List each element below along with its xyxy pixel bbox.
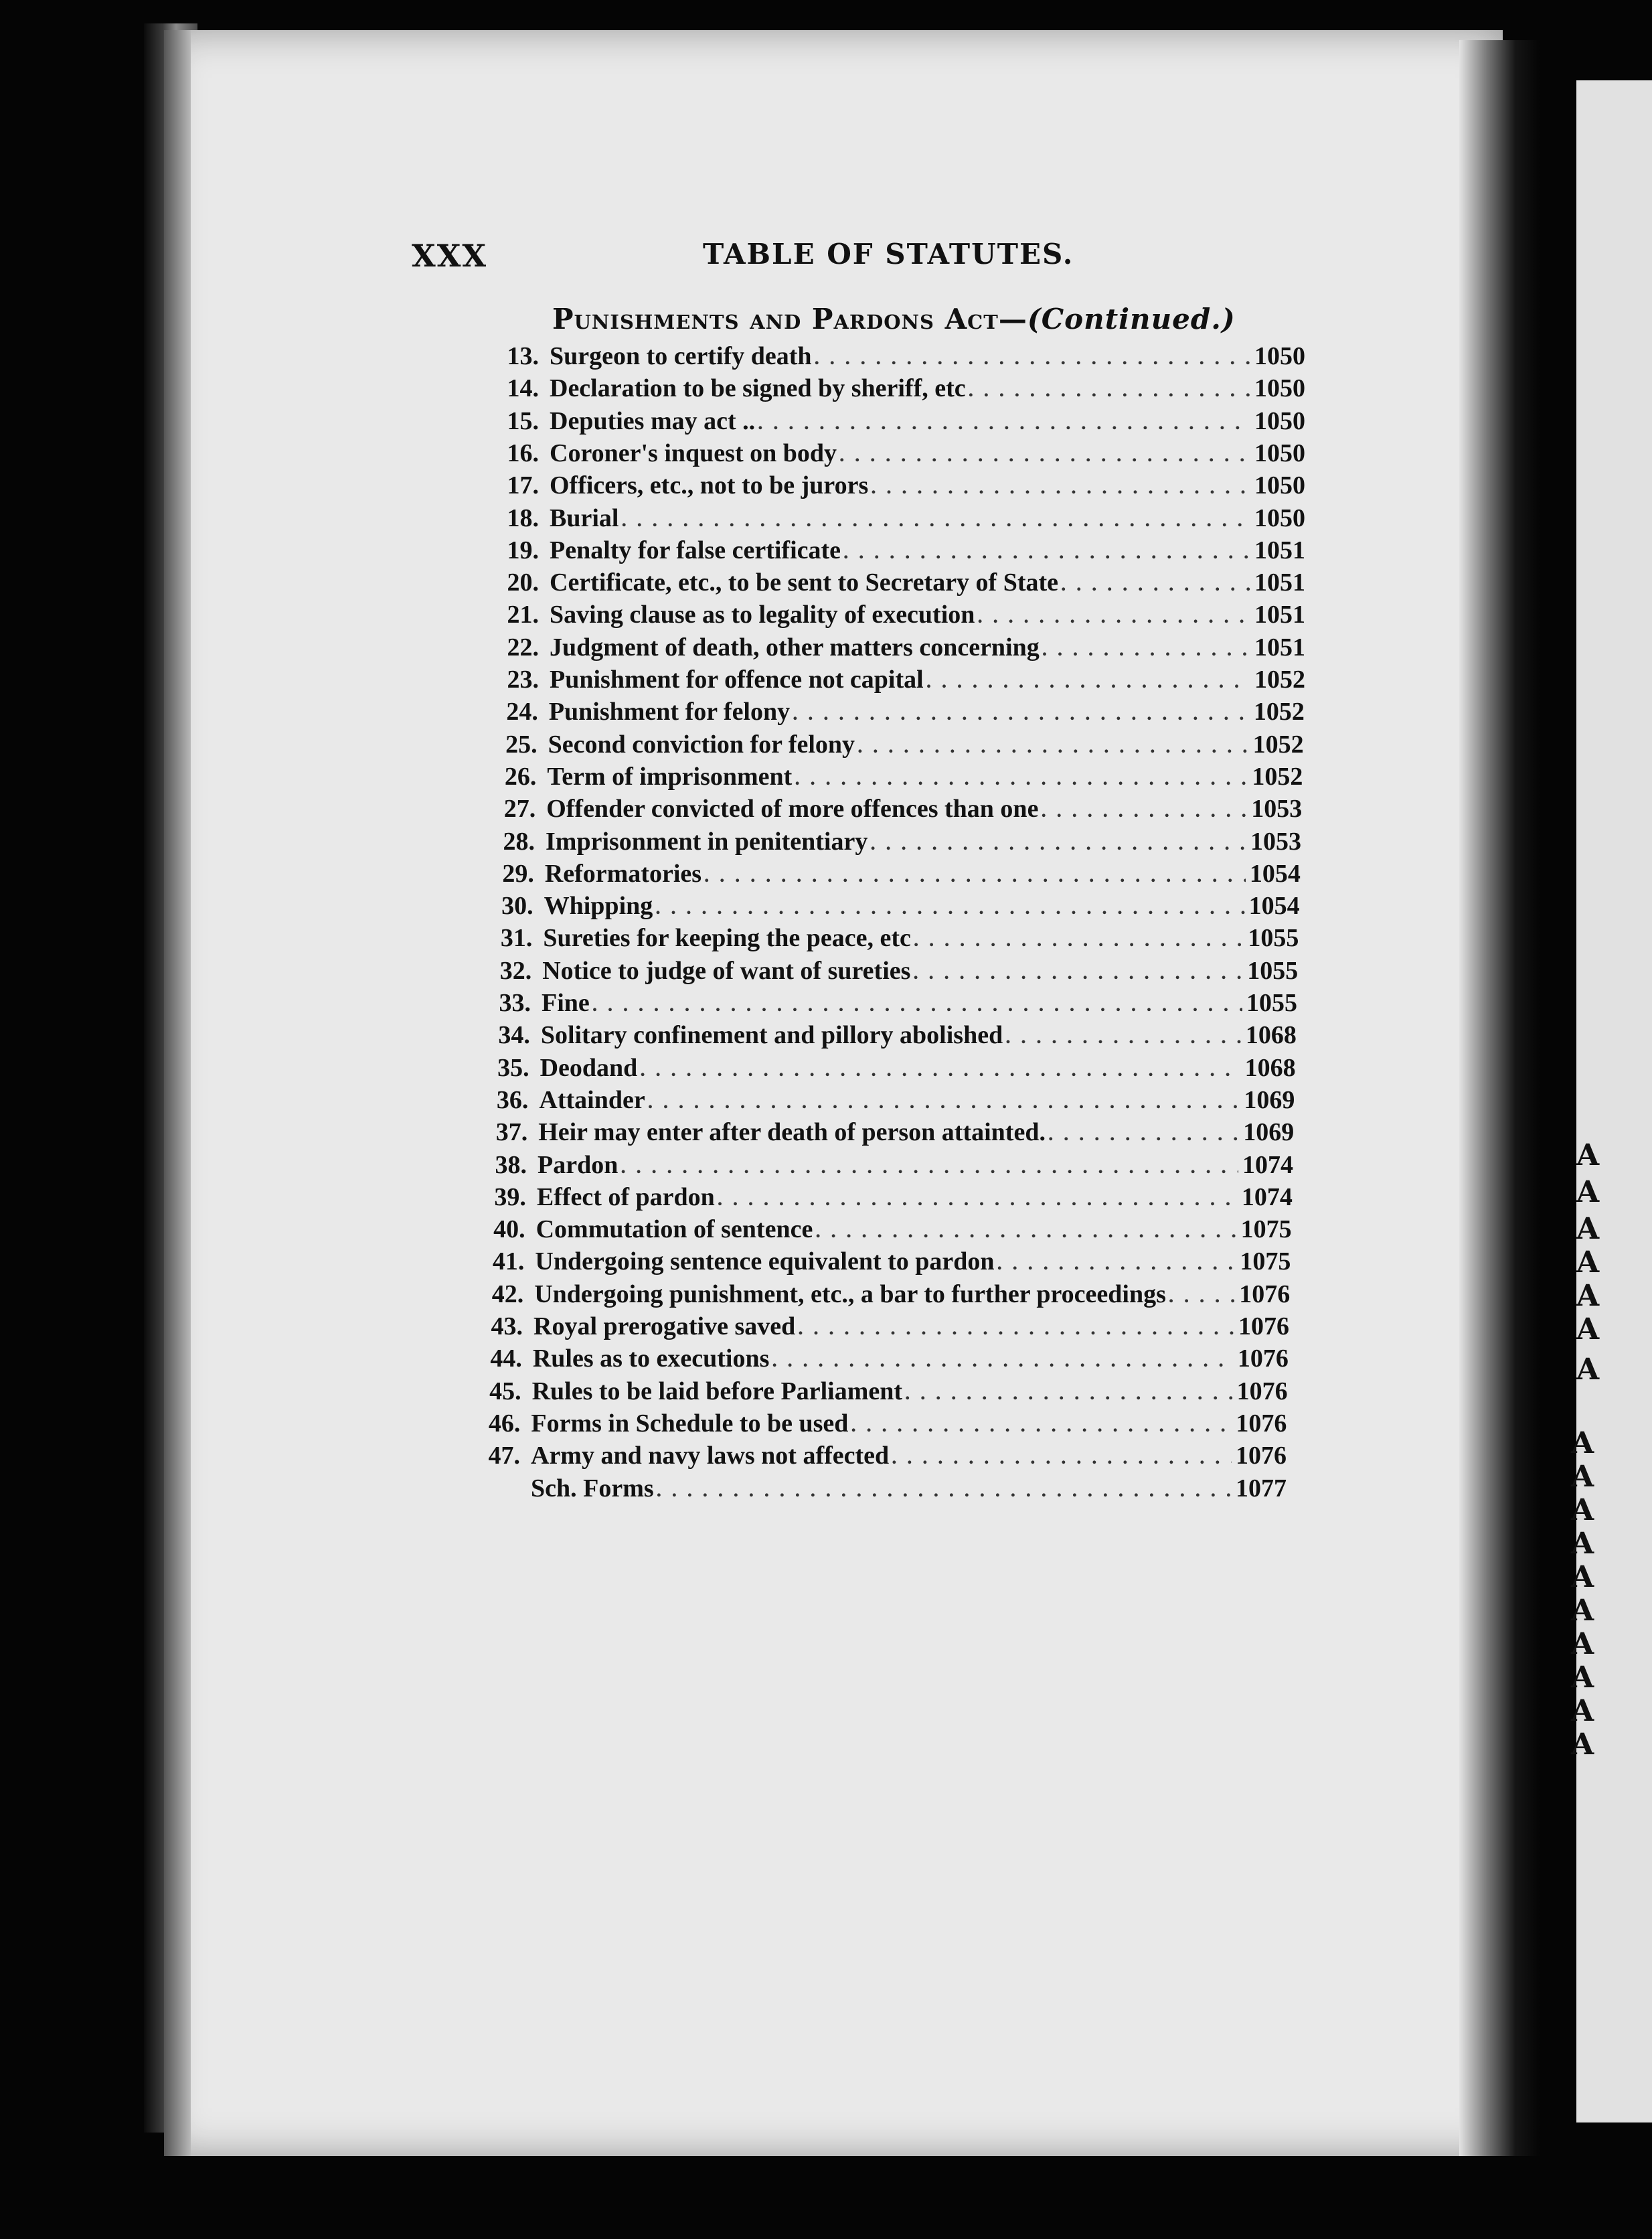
dot-leader (758, 412, 1250, 435)
statute-entry (471, 1085, 1295, 1117)
statute-entry (463, 1441, 1287, 1473)
dot-leader (772, 1349, 1233, 1372)
statute-entry (475, 956, 1298, 988)
entry-title: Fine (542, 989, 590, 1017)
entry-number: 34. (498, 1021, 530, 1050)
entry-page-number: 1051 (1254, 568, 1305, 597)
entry-page-number: 1068 (1244, 1053, 1296, 1082)
statute-entry (477, 859, 1301, 891)
entry-title: Officers, etc., not to be jurors (550, 471, 869, 500)
entry-number: 22. (507, 633, 539, 662)
entry-title: Sureties for keeping the peace, etc (543, 924, 911, 953)
entry-page-number: 1052 (1253, 698, 1305, 726)
dot-leader (969, 379, 1250, 402)
dot-leader (1041, 799, 1247, 822)
dot-leader (592, 994, 1242, 1016)
dot-leader (640, 1059, 1240, 1081)
dot-leader (905, 1382, 1233, 1405)
facing-page-letter: A (1576, 1245, 1600, 1280)
dot-leader (843, 541, 1250, 564)
statute-entry (467, 1280, 1290, 1312)
entry-title: Deputies may act .. (550, 406, 756, 435)
entry-page-number: 1051 (1254, 633, 1305, 662)
facing-page-letter: A (1571, 1661, 1594, 1695)
entry-title: Deodand (540, 1053, 638, 1082)
entry-page-number: 1050 (1254, 374, 1305, 403)
entry-number: 38. (495, 1150, 527, 1179)
facing-page-letter: A (1576, 1212, 1600, 1246)
entry-title: Offender convicted of more offences than one (546, 795, 1039, 824)
statute-entry (469, 1215, 1292, 1247)
entry-title: Punishment for felony (548, 698, 791, 726)
entry-number: 46. (488, 1409, 521, 1438)
entry-number: 26. (504, 762, 537, 791)
entry-number: 28. (503, 827, 535, 856)
dot-leader (871, 476, 1250, 499)
entry-page-number: 1055 (1247, 956, 1299, 985)
entry-title: Rules as to executions (532, 1344, 770, 1373)
entry-title: Judgment of death, other matters concerning (550, 633, 1040, 662)
entry-page-number: 1050 (1254, 406, 1305, 435)
entry-title: Punishment for offence not capital (550, 666, 924, 694)
entry-number: 33. (499, 989, 531, 1017)
entry-title: Undergoing sentence equivalent to pardon (535, 1247, 995, 1276)
dot-leader (870, 832, 1246, 855)
facing-page-letter: A (1571, 1594, 1594, 1628)
statute-entry (482, 600, 1305, 632)
entry-page-number: 1053 (1250, 827, 1301, 856)
dot-leader (913, 961, 1243, 984)
dot-leader (1061, 573, 1250, 596)
entry-title: Rules to be laid before Parliament (531, 1377, 903, 1405)
running-head (0, 238, 1652, 278)
statute-entry (471, 1117, 1294, 1150)
statute-entry (465, 1377, 1288, 1409)
section-continued-label: (Continued.) (1027, 303, 1236, 335)
entry-title: Coroner's inquest on body (550, 439, 837, 467)
section-heading (552, 303, 1236, 335)
facing-page-letter: A (1576, 1138, 1600, 1172)
statute-entry (482, 439, 1305, 471)
statute-entry (474, 988, 1297, 1020)
dot-leader (1005, 1026, 1242, 1049)
dot-leader (657, 1479, 1232, 1502)
entry-page-number: 1074 (1241, 1182, 1293, 1211)
statute-entry (465, 1344, 1289, 1376)
entry-page-number: 1054 (1249, 859, 1301, 888)
statute-entry (479, 794, 1302, 826)
entry-title: Sch. Forms (531, 1474, 654, 1502)
entry-title: Attainder (539, 1085, 645, 1114)
entry-number: 42. (491, 1280, 524, 1308)
entry-page-number: 1050 (1254, 342, 1305, 370)
entry-page-number: 1069 (1244, 1085, 1295, 1114)
entry-title: Term of imprisonment (547, 762, 793, 791)
entry-page-number: 1052 (1252, 762, 1303, 791)
entry-page-number: 1076 (1236, 1442, 1287, 1470)
entry-number: 37. (495, 1118, 528, 1147)
entry-title: Imprisonment in penitentiary (546, 827, 868, 856)
section-heading-text: Punishments and Pardons Act— (552, 303, 1027, 335)
entry-page-number: 1076 (1238, 1312, 1289, 1340)
entry-number: 19. (507, 536, 539, 564)
statute-entry (466, 1312, 1289, 1344)
statute-entry (481, 730, 1304, 762)
dot-leader (1048, 1123, 1239, 1146)
entry-title: Saving clause as to legality of execution (550, 601, 975, 629)
statute-entry (482, 341, 1305, 374)
entry-title: Certificate, etc., to be sent to Secretary of State (550, 568, 1059, 597)
entry-page-number: 1050 (1254, 471, 1305, 500)
entry-title: Penalty for false certificate (550, 536, 841, 564)
entry-number: 44. (490, 1344, 522, 1373)
statute-entry (482, 536, 1305, 568)
entry-page-number: 1076 (1237, 1344, 1289, 1373)
facing-page-letter: A (1571, 1694, 1594, 1728)
entry-title: Reformatories (544, 859, 702, 888)
dot-leader (655, 897, 1244, 919)
entry-title: Royal prerogative saved (533, 1312, 796, 1340)
entry-number: 23. (507, 666, 539, 694)
entry-number: 14. (507, 374, 539, 403)
entry-title: Army and navy laws not affected (531, 1442, 890, 1470)
entry-number: 40. (493, 1215, 525, 1244)
entry-number: 25. (505, 730, 538, 759)
facing-page-letter: A (1571, 1727, 1594, 1762)
dot-leader (1169, 1285, 1235, 1308)
facing-page-letter: A (1576, 1175, 1600, 1209)
statute-entry (482, 665, 1305, 697)
entry-number: 18. (507, 504, 539, 532)
entry-number: 27. (503, 795, 536, 824)
entry-number: 47. (488, 1442, 520, 1470)
statute-entry (469, 1182, 1293, 1215)
dot-leader (892, 1446, 1232, 1469)
entry-number: 21. (507, 601, 539, 629)
statute-entry (475, 923, 1299, 955)
dot-leader (718, 1188, 1238, 1211)
dot-leader (621, 1156, 1238, 1178)
dot-leader (648, 1091, 1240, 1113)
facing-page-letter: A (1571, 1527, 1594, 1561)
entry-page-number: 1076 (1236, 1409, 1287, 1438)
dot-leader (798, 1317, 1234, 1340)
facing-page-fragment (1571, 80, 1652, 2122)
facing-page-letter: A (1571, 1460, 1594, 1494)
entry-title: Whipping (544, 892, 653, 921)
facing-page-letter: A (1571, 1627, 1594, 1661)
entry-page-number: 1055 (1246, 989, 1297, 1017)
dot-leader (795, 767, 1248, 790)
entry-title: Solitary confinement and pillory abolished (540, 1021, 1003, 1050)
dot-leader (914, 929, 1244, 951)
entry-page-number: 1074 (1242, 1150, 1293, 1179)
dot-leader (997, 1252, 1236, 1275)
entry-number: 16. (507, 439, 539, 467)
entry-page-number: 1068 (1245, 1021, 1297, 1050)
statute-entry (473, 1020, 1297, 1053)
entry-title: Burial (550, 504, 619, 532)
entry-title: Effect of pardon (536, 1182, 715, 1211)
statute-entry (478, 827, 1301, 859)
entry-number: 13. (507, 342, 539, 370)
statute-entry (482, 568, 1305, 600)
entry-title: Pardon (538, 1150, 618, 1179)
entry-page-number: 1076 (1236, 1377, 1288, 1405)
entry-page-number: 1075 (1240, 1247, 1291, 1276)
facing-page-letter: A (1576, 1353, 1600, 1387)
entry-title: Heir may enter after death of person attainted. (538, 1118, 1046, 1147)
page-title: TABLE OF STATUTES. (703, 238, 1074, 271)
facing-page-letter: A (1576, 1279, 1600, 1313)
dot-leader (815, 1220, 1236, 1243)
entry-page-number: 1076 (1239, 1280, 1291, 1308)
dot-leader (793, 702, 1250, 725)
statute-entry (482, 633, 1305, 665)
entry-number: 30. (501, 892, 533, 921)
entry-page-number: 1051 (1254, 601, 1305, 629)
entry-page-number: 1052 (1254, 666, 1305, 694)
page-folio: XXX (412, 238, 488, 274)
entry-number: 17. (507, 471, 539, 500)
statute-entry (477, 891, 1300, 923)
entry-number: 45. (489, 1377, 521, 1405)
entry-number: 36. (496, 1085, 529, 1114)
dot-leader (621, 509, 1250, 532)
dot-leader (815, 347, 1250, 370)
book-gutter (1459, 40, 1540, 2156)
statute-entry (482, 471, 1305, 503)
statute-entry (482, 374, 1305, 406)
entry-title: Undergoing punishment, etc., a bar to further proceedings (534, 1280, 1166, 1308)
entry-number: 24. (506, 698, 538, 726)
facing-page-letter: A (1571, 1426, 1594, 1460)
dot-leader (704, 864, 1246, 887)
entry-page-number: 1075 (1240, 1215, 1292, 1244)
statute-entry (479, 762, 1303, 794)
entry-page-number: 1053 (1251, 795, 1303, 824)
entry-number: 15. (507, 406, 539, 435)
entry-number: 39. (494, 1182, 526, 1211)
dot-leader (839, 444, 1250, 467)
dot-leader (857, 735, 1249, 758)
statute-entry (473, 1053, 1296, 1085)
entry-number: 43. (491, 1312, 523, 1340)
statute-entry (467, 1247, 1291, 1279)
statute-entry (470, 1150, 1293, 1182)
entry-title: Declaration to be signed by sheriff, etc (550, 374, 966, 403)
entry-title: Commutation of sentence (535, 1215, 813, 1244)
entry-title: Second conviction for felony (548, 730, 855, 759)
dot-leader (851, 1414, 1232, 1437)
entry-page-number: 1077 (1236, 1474, 1287, 1502)
entry-number: 31. (500, 924, 533, 953)
entry-number: 35. (497, 1053, 529, 1082)
dot-leader (977, 605, 1250, 628)
statute-entry (482, 504, 1305, 536)
entry-page-number: 1050 (1254, 439, 1305, 467)
entry-title: Forms in Schedule to be used (531, 1409, 849, 1438)
entry-page-number: 1069 (1243, 1118, 1295, 1147)
facing-page-letter: A (1576, 1312, 1600, 1346)
entry-title: Surgeon to certify death (550, 342, 812, 370)
statute-entry (482, 406, 1305, 439)
entry-page-number: 1055 (1248, 924, 1299, 953)
statute-entry (481, 697, 1305, 729)
entry-number: 29. (502, 859, 534, 888)
entry-number: 41. (492, 1247, 525, 1276)
entry-title: Notice to judge of want of sureties (542, 956, 911, 985)
entry-page-number: 1054 (1248, 892, 1300, 921)
entry-number: 32. (499, 956, 532, 985)
dot-leader (926, 670, 1250, 693)
facing-page-letter: A (1571, 1493, 1594, 1527)
facing-page-letter: A (1571, 1560, 1594, 1594)
entry-page-number: 1052 (1252, 730, 1304, 759)
entry-page-number: 1051 (1254, 536, 1305, 564)
statute-entry (463, 1409, 1287, 1441)
entry-number: 20. (507, 568, 539, 597)
dot-leader (1042, 638, 1250, 661)
entry-page-number: 1050 (1254, 504, 1305, 532)
statute-entry (463, 1474, 1287, 1506)
